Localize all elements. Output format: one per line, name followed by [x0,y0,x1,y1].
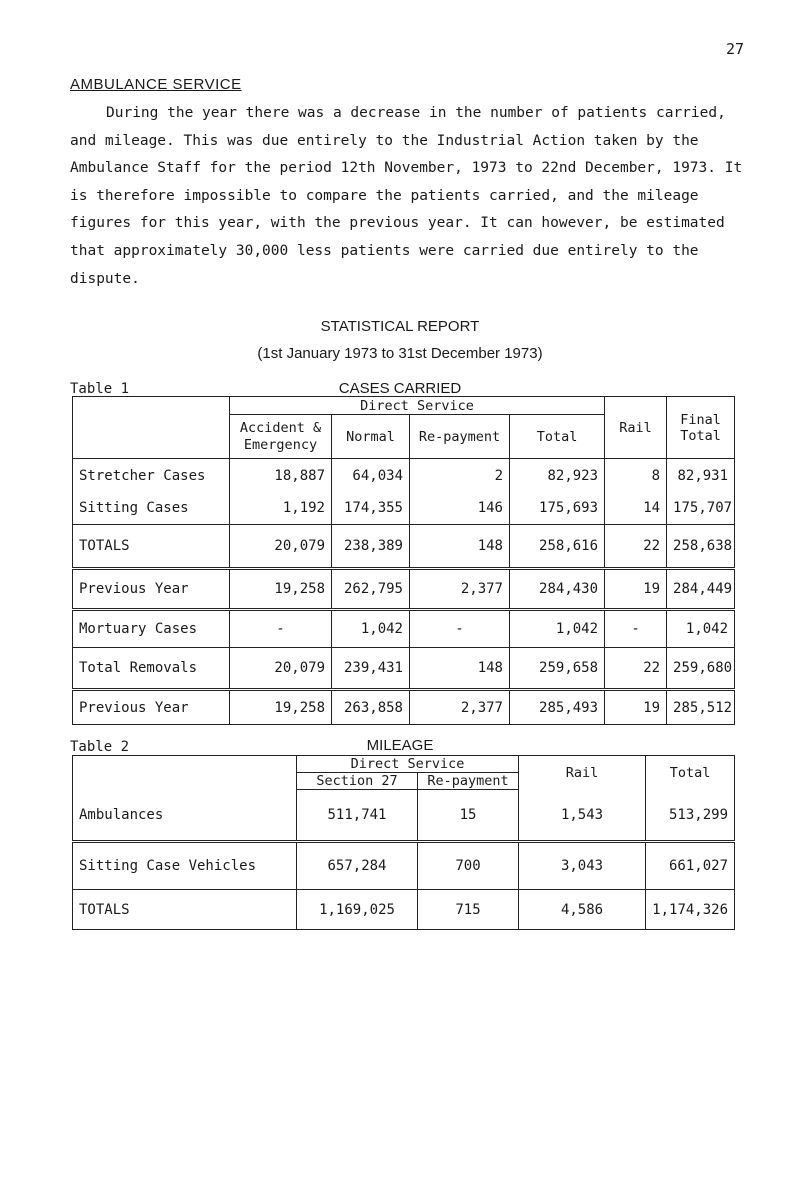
table1-title: CASES CARRIED [338,380,462,397]
t1-final-total-header: Final Total [667,397,735,459]
intro-paragraph [70,100,750,293]
t1-total-header: Total [510,415,605,459]
table-row: Total Removals 20,079 239,431 148 259,658 22 259,680 [73,648,735,690]
report-period: (1st January 1973 to 31st December 1973) [257,345,543,362]
table1-label: Table 1 [70,381,130,397]
paragraph-text: During the year there was a decrease in the number of patients carried, and mileage. This was due entirely to the Industrial Action taken by the Ambulance Staff for the period 12th November, 1973 to 22nd December, 1973. It is therefore impossible to compare the patients carried, and the mileage figures for this year, with the previous year. It can however, be estimated that approximately 30,000 less patients were carried due entirely to the dispute. [70,105,743,287]
table-row: TOTALS 20,079 238,389 148 258,616 22 258,638 [73,525,735,569]
t1-repayment-header: Re-payment [410,415,510,459]
table2-title: MILEAGE [366,737,434,754]
table-row: Ambulances 511,741 15 1,543 513,299 [73,790,735,842]
table2-label: Table 2 [70,739,130,755]
t2-repayment-header: Re-payment [418,773,519,790]
table-row: Mortuary Cases - 1,042 - 1,042 - 1,042 [73,610,735,648]
table-row: Previous Year 19,258 263,858 2,377 285,493 19 285,512 [73,690,735,725]
t1-ae-header: Accident & Emergency [230,415,332,459]
table-row: Stretcher Cases 18,887 64,034 2 82,923 8 82,931 [73,459,735,493]
table-row: Sitting Cases 1,192 174,355 146 175,693 14 175,707 [73,493,735,525]
mileage-table [72,755,735,930]
t2-section27-header: Section 27 [297,773,418,790]
table-row: TOTALS 1,169,025 715 4,586 1,174,326 [73,890,735,930]
cases-carried-table [72,396,735,725]
report-title: STATISTICAL REPORT [320,318,480,335]
section-heading: AMBULANCE SERVICE [70,76,242,93]
table-row: Sitting Case Vehicles 657,284 700 3,043 661,027 [73,842,735,890]
page-number: 27 [726,40,745,58]
t1-rail-header: Rail [605,397,667,459]
t2-rail-header: Rail [519,756,646,790]
table-row: Previous Year 19,258 262,795 2,377 284,430 19 284,449 [73,569,735,610]
t2-direct-service-header: Direct Service [297,756,519,773]
t2-total-header: Total [646,756,735,790]
t1-normal-header: Normal [332,415,410,459]
t1-direct-service-header: Direct Service [230,397,605,415]
